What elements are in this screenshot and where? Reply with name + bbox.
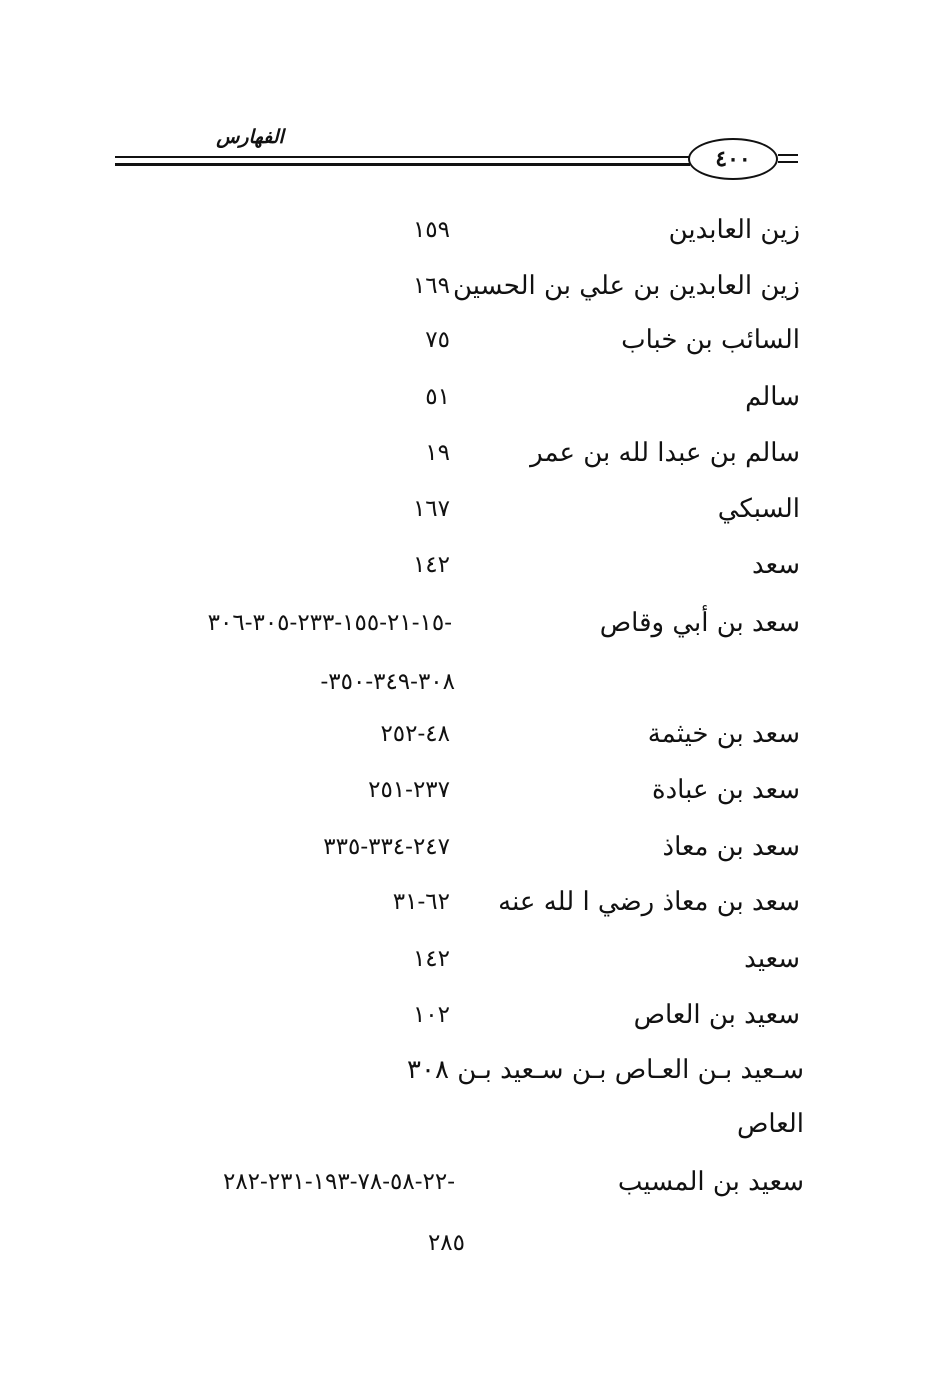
index-entry [0, 545, 944, 585]
entry-pages-continuation: ٣٠٨-٣٤٩-٣٥٠- [320, 669, 455, 695]
entry-pages: ١٥٩ [412, 217, 450, 243]
entry-full-line: سـعيد بـن العـاص بـن سـعيد بـن ٣٠٨ [407, 1055, 804, 1085]
entry-name: السبكي [717, 494, 800, 524]
entry-name: سعد بن خيثمة [647, 719, 800, 749]
index-entry [0, 827, 944, 867]
entry-name: سالم بن عبدا لله بن عمر [530, 438, 800, 468]
entry-name: السائب بن خباب [621, 325, 800, 355]
entry-name: زين العابدين [668, 215, 800, 245]
index-entry [0, 1050, 944, 1090]
entry-pages: ١٤٢ [412, 552, 450, 578]
entry-name: سعيد [744, 944, 800, 974]
index-entry [0, 1162, 944, 1202]
entry-name: سعيد بن المسيب [617, 1167, 804, 1197]
index-entry [0, 489, 944, 529]
entry-name: سعد بن عبادة [651, 775, 800, 805]
index-entry [0, 714, 944, 754]
entry-name: سعد [752, 550, 800, 580]
index-entry [0, 266, 944, 306]
entry-pages: ١٩ [425, 440, 450, 466]
index-entry-continuation [0, 662, 944, 702]
header-rule [115, 163, 690, 166]
entry-pages: ١٦٩ [412, 273, 450, 299]
entry-name: سعد بن معاذ [662, 832, 800, 862]
entry-pages: ٥١ [425, 384, 450, 410]
entry-pages: -٢٢-٥٨-٧٨-١٩٣-٢٣١-٢٨٢ [222, 1169, 455, 1195]
index-entry [0, 995, 944, 1035]
entry-pages: ٤٨-٢٥٢ [380, 721, 450, 747]
index-entry [0, 320, 944, 360]
running-title: الفهارس [216, 126, 284, 148]
entry-pages: ٦٢-٣١ [392, 889, 450, 915]
index-entry [0, 939, 944, 979]
index-entry [0, 377, 944, 417]
index-entry [0, 603, 944, 643]
header-rule [115, 156, 690, 158]
entry-pages: ٢٤٧-٣٣٤-٣٣٥ [323, 834, 450, 860]
entry-name: زين العابدين بن علي بن الحسين [452, 271, 800, 301]
index-entry [0, 210, 944, 250]
entry-name: سعيد بن العاص [633, 1000, 800, 1030]
entry-name-continuation: العاص [736, 1109, 804, 1139]
entry-name: سالم [745, 382, 800, 412]
header-rule [778, 154, 798, 156]
index-entry [0, 770, 944, 810]
entry-pages: ١٠٢ [412, 1002, 450, 1028]
entry-pages: ٧٥ [425, 327, 450, 353]
entry-name: سعد بن معاذ رضي ا لله عنه [498, 887, 800, 917]
entry-pages: -١٥-٢١-١٥٥-٢٣٣-٣٠٥-٣٠٦ [207, 610, 452, 636]
entry-pages: ١٦٧ [412, 496, 450, 522]
index-entry [0, 882, 944, 922]
entry-name: سعد بن أبي وقاص [599, 608, 800, 638]
header-rule [778, 161, 798, 163]
index-entry-continuation [0, 1104, 944, 1144]
entry-pages: ٢٣٧-٢٥١ [368, 777, 450, 803]
page-number: ٤٠٠ [688, 138, 778, 180]
entry-pages: ١٤٢ [412, 946, 450, 972]
trailing-page-number: ٢٨٥ [427, 1230, 465, 1256]
index-entry [0, 433, 944, 473]
